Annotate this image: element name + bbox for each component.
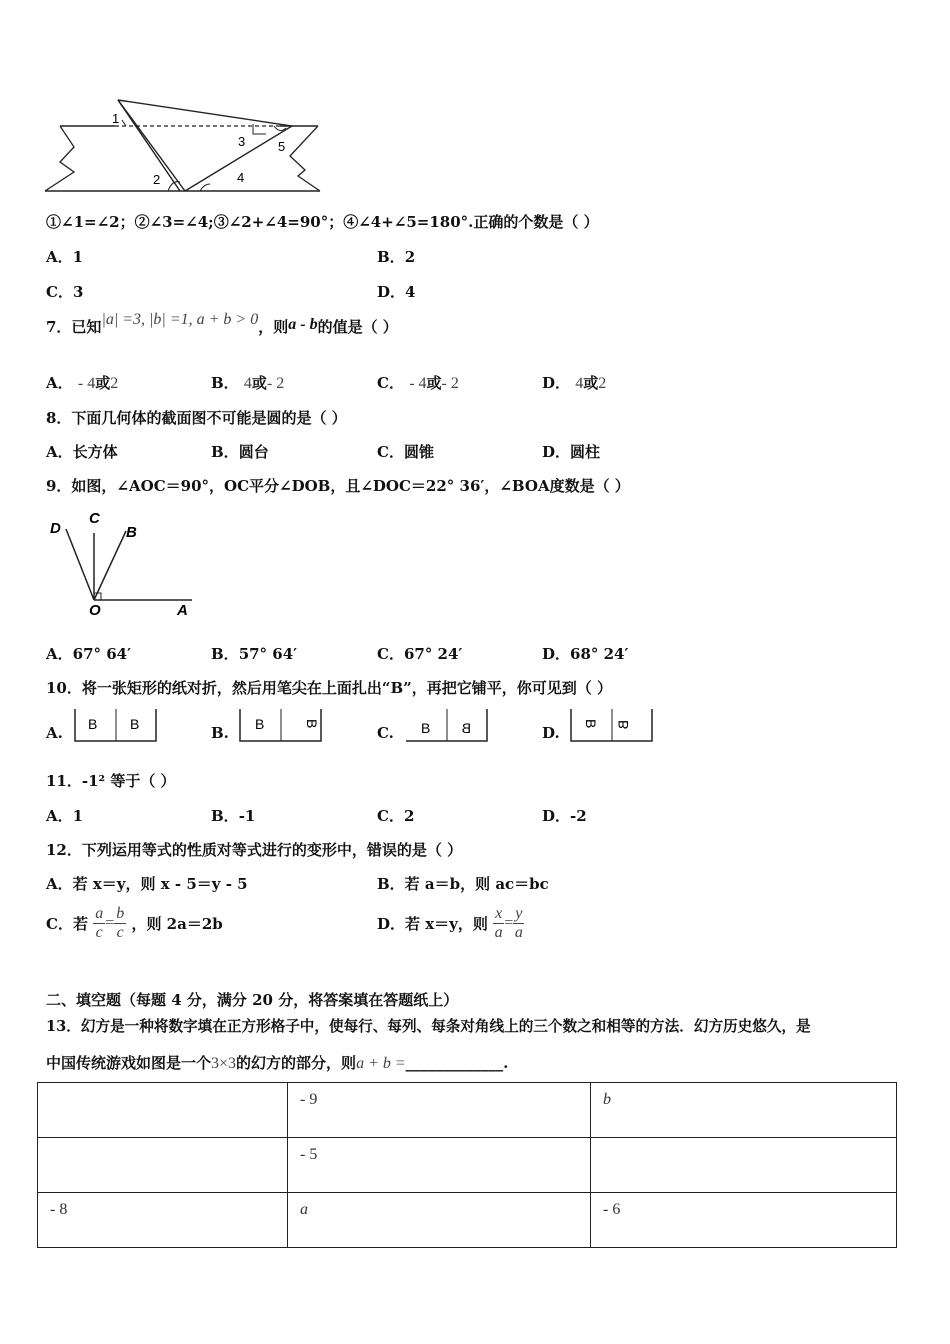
magic-cell-1-0: [38, 1138, 288, 1193]
q13-expr: a + b =: [356, 1055, 406, 1072]
q9-option-b-value: 57° 64′: [238, 645, 298, 663]
q6-option-c[interactable]: [46, 281, 83, 302]
q11-option-a-value: 1: [72, 807, 84, 825]
q7-option-a-first: - 4: [77, 375, 96, 392]
q7-option-c[interactable]: [377, 372, 459, 393]
q13-line2-prefix: 中国传统游戏如图是一个: [46, 1054, 212, 1072]
q10-d-left-b: B: [583, 719, 599, 729]
q7-option-d-label: D．: [542, 374, 571, 392]
q10-option-b-figure[interactable]: [237, 707, 325, 745]
q10-option-d-figure[interactable]: [568, 707, 656, 745]
q8-option-b[interactable]: [211, 441, 269, 462]
q13-line-2: [46, 1052, 508, 1073]
q11-option-d[interactable]: [542, 805, 587, 826]
q11-option-c-label: C．: [377, 807, 404, 825]
q6-option-d-value: 4: [405, 283, 416, 301]
fig1-label-3: 3: [238, 134, 246, 149]
q6-option-a-label: A．: [46, 248, 73, 266]
q10-b-right-b: B: [304, 719, 320, 729]
q10-a-right-b: B: [130, 716, 140, 732]
q9-option-d[interactable]: [542, 643, 628, 664]
q10-stem: 10．将一张矩形的纸对折，然后用笔尖在上面扎出“B”，再把它铺平，你可见到（ ）: [46, 679, 613, 697]
q7-option-b-second: - 2: [266, 375, 285, 392]
q8-stem: 8．下面几何体的截面图不可能是圆的是（ ）: [46, 409, 347, 427]
q10-b-left-b: B: [255, 716, 265, 732]
q13-line-1: 13．幻方是一种将数字填在正方形格子中，使每行、每列、每条对角线上的三个数之和相等的方法．幻方历史悠久，是: [46, 1018, 811, 1035]
q12-c-right-fraction: [114, 905, 126, 942]
angle-label-d: D: [50, 520, 61, 537]
q10-option-c-label[interactable]: C.: [377, 724, 394, 742]
q7-stem: [46, 311, 398, 337]
q10-c-right-b: B: [461, 720, 471, 736]
q8-option-a-label: A．: [46, 443, 73, 461]
magic-cell-2-1: a: [288, 1193, 591, 1248]
q10-option-c-figure[interactable]: [403, 707, 491, 745]
angle-label-a: A: [177, 602, 188, 619]
q12-option-c[interactable]: C．若 $\frac{a}{c}$ = $\frac{b}{c}$ ，则 2a＝2b: [46, 905, 223, 941]
magic-cell-1-2: [591, 1138, 897, 1193]
q10-option-b-label[interactable]: B.: [211, 724, 229, 742]
q11-option-b[interactable]: [211, 805, 255, 826]
q12-c-prefix: C．若: [46, 915, 88, 933]
magic-cell-0-0: [38, 1083, 288, 1138]
table-row: [38, 1138, 897, 1193]
magic-cell-1-1: - 5: [288, 1138, 591, 1193]
q9-option-c-label: C．: [377, 645, 404, 663]
q7-option-c-or: 或: [426, 374, 442, 392]
q11-option-a[interactable]: [46, 805, 83, 826]
q12-c-left-den: c: [95, 924, 103, 941]
q6-option-a[interactable]: [46, 246, 83, 267]
q6-option-d[interactable]: [377, 281, 415, 302]
q8-option-a[interactable]: [46, 441, 118, 462]
q9-option-b[interactable]: [211, 643, 297, 664]
q8-option-c-label: C．: [377, 443, 404, 461]
fig1-label-4: 4: [237, 170, 245, 185]
q6-stem: ①∠1=∠2；②∠3=∠4;③∠2+∠4=90°；④∠4+∠5=180°.正确的个数是（ ）: [46, 213, 599, 231]
q12-c-right-den: c: [116, 924, 124, 941]
q10-d-right-b: B: [615, 720, 631, 730]
q9-option-a[interactable]: [46, 643, 131, 664]
q7-option-d-or: 或: [583, 374, 599, 392]
q7-suffix: 的值是（ ）: [317, 318, 398, 336]
q11-option-c-value: 2: [403, 807, 415, 825]
magic-cell-0-2: b: [591, 1083, 897, 1138]
q12-c-left-num: a: [95, 905, 104, 922]
table-row: [38, 1193, 897, 1248]
q11-option-b-label: B．: [211, 807, 239, 825]
q12-d-left-fraction: [493, 905, 504, 942]
q6-option-b-value: 2: [404, 248, 416, 266]
q7-option-a-label: A．: [46, 374, 73, 392]
q13-line2-middle: 的幻方的部分，则: [236, 1054, 357, 1072]
q8-option-b-label: B．: [211, 443, 239, 461]
q12-stem: 12．下列运用等式的性质对等式进行的变形中，错误的是（ ）: [46, 841, 463, 859]
q10-option-a-figure[interactable]: [72, 707, 160, 745]
q11-option-b-value: -1: [238, 807, 256, 825]
q7-condition: |a| =3, |b| =1, a + b > 0: [101, 311, 259, 328]
q9-option-b-label: B．: [211, 645, 239, 663]
q11-stem: 11．-1² 等于（ ）: [46, 772, 176, 790]
q7-prefix: 7．已知: [46, 318, 102, 336]
magic-square-table: [37, 1082, 897, 1248]
q11-option-a-label: A．: [46, 807, 73, 825]
q7-option-d[interactable]: [542, 372, 606, 393]
fig1-label-2: 2: [153, 172, 161, 187]
fig1-label-1: 1: [112, 111, 120, 126]
magic-cell-2-2: - 6: [591, 1193, 897, 1248]
q7-option-b[interactable]: [211, 372, 284, 393]
q7-option-d-first: 4: [575, 375, 584, 392]
q6-option-d-label: D．: [377, 283, 406, 301]
angle-figure: [44, 505, 204, 620]
table-row: [38, 1083, 897, 1138]
q12-d-right-den: a: [514, 924, 523, 941]
q8-option-a-value: 长方体: [72, 443, 118, 461]
angle-label-o: O: [89, 602, 101, 619]
q8-option-d-value: 圆柱: [570, 443, 601, 461]
q7-option-a-second: 2: [110, 375, 119, 392]
q12-c-suffix: ，则 2a＝2b: [131, 915, 223, 933]
section-2-title: 二、填空题（每题 4 分，满分 20 分，将答案填在答题纸上）: [46, 991, 459, 1009]
q13-end: .: [503, 1054, 509, 1072]
q9-option-d-label: D．: [542, 645, 571, 663]
q11-option-d-label: D．: [542, 807, 571, 825]
q11-option-d-value: -2: [570, 807, 587, 825]
q9-stem: 9．如图，∠AOC＝90°，OC平分∠DOB，且∠DOC＝22° 36′，∠BOA度数是（ ）: [46, 477, 630, 495]
q12-d-prefix: D．若 x＝y，则: [377, 915, 488, 933]
q10-option-a-label[interactable]: A.: [46, 724, 63, 742]
angle-label-c: C: [89, 510, 100, 527]
angle-label-b: B: [126, 524, 137, 541]
q9-option-d-value: 68° 24′: [570, 645, 629, 663]
fig1-label-5: 5: [278, 139, 286, 154]
q11-option-c[interactable]: [377, 805, 414, 826]
q7-option-c-first: - 4: [409, 375, 427, 392]
q7-expr: a - b: [288, 316, 318, 333]
q7-option-d-second: 2: [598, 375, 607, 392]
q7-option-c-second: - 2: [441, 375, 459, 392]
q9-option-a-value: 67° 64′: [72, 645, 132, 663]
q7-option-a-or: 或: [95, 374, 111, 392]
q12-c-left-fraction: [93, 905, 105, 942]
q7-option-b-label: B．: [211, 374, 239, 392]
q13-answer-blank[interactable]: _____________: [405, 1054, 504, 1072]
q6-option-c-label: C．: [46, 283, 73, 301]
q12-d-right-fraction: [513, 905, 524, 942]
q7-option-b-or: 或: [251, 374, 267, 392]
q8-option-c-value: 圆锥: [403, 443, 434, 461]
q7-option-a[interactable]: [46, 372, 118, 393]
q6-option-b-label: B．: [377, 248, 405, 266]
q12-c-right-num: b: [116, 905, 125, 922]
q9-option-a-label: A．: [46, 645, 73, 663]
q6-option-c-value: 3: [72, 283, 84, 301]
q8-option-c[interactable]: [377, 441, 434, 462]
q12-d-right-num: y: [515, 905, 523, 922]
q12-d-left-num: x: [495, 905, 503, 922]
q7-middle: ，则: [258, 318, 289, 336]
q12-option-b[interactable]: B．若 a＝b，则 ac＝bc: [377, 875, 549, 893]
q12-option-a[interactable]: A．若 x＝y，则 x - 5＝y - 5: [46, 875, 248, 893]
q12-option-d[interactable]: D．若 x＝y，则 $\frac{x}{a}$ = $\frac{y}{a}$: [377, 905, 523, 941]
q10-option-d-label[interactable]: D.: [542, 724, 560, 742]
q8-option-d-label: D．: [542, 443, 571, 461]
q9-option-c-value: 67° 24′: [403, 645, 463, 663]
magic-cell-0-1: - 9: [288, 1083, 591, 1138]
q13-grid-size: 3×3: [211, 1055, 237, 1072]
q8-option-d[interactable]: [542, 441, 600, 462]
magic-cell-2-0: - 8: [38, 1193, 288, 1248]
q6-option-a-value: 1: [72, 248, 84, 266]
q6-option-b[interactable]: [377, 246, 415, 267]
parallel-lines-triangle-figure: [40, 92, 330, 200]
q10-c-left-b: B: [421, 720, 431, 736]
q7-option-b-first: 4: [243, 375, 252, 392]
q8-option-b-value: 圆台: [238, 443, 269, 461]
q9-option-c[interactable]: [377, 643, 462, 664]
q10-a-left-b: B: [88, 716, 98, 732]
q7-option-c-label: C．: [377, 374, 404, 392]
q12-d-left-den: a: [494, 924, 503, 941]
